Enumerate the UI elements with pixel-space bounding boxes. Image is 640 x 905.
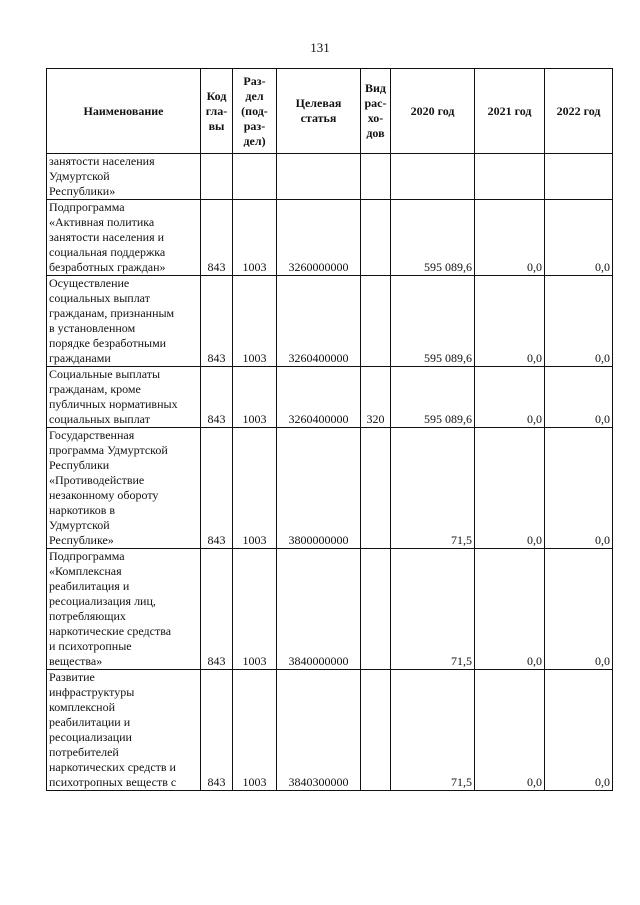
row-target: 3260400000 [277, 367, 361, 428]
row-code: 843 [201, 276, 233, 367]
row-type [361, 670, 391, 791]
row-2022: 0,0 [545, 428, 613, 549]
table-row [47, 549, 613, 670]
row-section: 1003 [233, 200, 277, 276]
table-row [47, 200, 613, 276]
row-section: 1003 [233, 670, 277, 791]
header-target: Целевая статья [277, 69, 361, 154]
page-number: 131 [310, 40, 330, 55]
row-name: Осуществление социальных выплат гражданам, признанным в установленном порядке безработными гражданами [47, 276, 201, 367]
row-type [361, 154, 391, 200]
row-2021: 0,0 [475, 670, 545, 791]
table-row [47, 154, 613, 200]
row-name: Развитие инфраструктуры комплексной реабилитации и ресоциализации потребителей наркотических средств и психотропных веществ с [47, 670, 201, 791]
row-section [233, 154, 277, 200]
row-code: 843 [201, 200, 233, 276]
row-section: 1003 [233, 549, 277, 670]
row-type [361, 200, 391, 276]
row-2021: 0,0 [475, 367, 545, 428]
table-row [47, 276, 613, 367]
row-type [361, 276, 391, 367]
row-target: 3840000000 [277, 549, 361, 670]
row-target: 3260400000 [277, 276, 361, 367]
header-2021: 2021 год [475, 69, 545, 154]
row-2022 [545, 154, 613, 200]
row-type [361, 549, 391, 670]
header-type: Вид рас- хо- дов [361, 69, 391, 154]
row-section: 1003 [233, 367, 277, 428]
header-code: Код гла- вы [201, 69, 233, 154]
row-target [277, 154, 361, 200]
table-row [47, 367, 613, 428]
header-name: Наименование [47, 69, 201, 154]
row-2021: 0,0 [475, 200, 545, 276]
row-section: 1003 [233, 428, 277, 549]
budget-table [46, 68, 613, 791]
table-row [47, 670, 613, 791]
table-row [47, 428, 613, 549]
row-2021: 0,0 [475, 549, 545, 670]
row-2022: 0,0 [545, 549, 613, 670]
row-2021 [475, 154, 545, 200]
row-2022: 0,0 [545, 200, 613, 276]
header-section: Раз- дел (под- раз- дел) [233, 69, 277, 154]
row-2020: 71,5 [391, 428, 475, 549]
row-2020: 71,5 [391, 670, 475, 791]
row-2022: 0,0 [545, 367, 613, 428]
row-name: Подпрограмма «Активная политика занятости населения и социальная поддержка безработных граждан» [47, 200, 201, 276]
row-2022: 0,0 [545, 670, 613, 791]
row-2020: 595 089,6 [391, 200, 475, 276]
row-2020 [391, 154, 475, 200]
header-2020: 2020 год [391, 69, 475, 154]
row-2020: 595 089,6 [391, 367, 475, 428]
row-2021: 0,0 [475, 276, 545, 367]
row-2020: 595 089,6 [391, 276, 475, 367]
row-name: занятости населения Удмуртской Республики» [47, 154, 201, 200]
row-section: 1003 [233, 276, 277, 367]
row-target: 3260000000 [277, 200, 361, 276]
row-name: Государственная программа Удмуртской Республики «Противодействие незаконному обороту наркотиков в Удмуртской Республике» [47, 428, 201, 549]
row-code: 843 [201, 367, 233, 428]
row-type [361, 428, 391, 549]
row-code: 843 [201, 428, 233, 549]
row-2021: 0,0 [475, 428, 545, 549]
row-type: 320 [361, 367, 391, 428]
row-code: 843 [201, 549, 233, 670]
row-target: 3840300000 [277, 670, 361, 791]
table-header-row [47, 69, 613, 154]
header-2022: 2022 год [545, 69, 613, 154]
row-name: Социальные выплаты гражданам, кроме публичных нормативных социальных выплат [47, 367, 201, 428]
row-2020: 71,5 [391, 549, 475, 670]
row-code: 843 [201, 670, 233, 791]
row-code [201, 154, 233, 200]
row-2022: 0,0 [545, 276, 613, 367]
row-name: Подпрограмма «Комплексная реабилитация и ресоциализация лиц, потребляющих наркотические средства и психотропные вещества» [47, 549, 201, 670]
row-target: 3800000000 [277, 428, 361, 549]
